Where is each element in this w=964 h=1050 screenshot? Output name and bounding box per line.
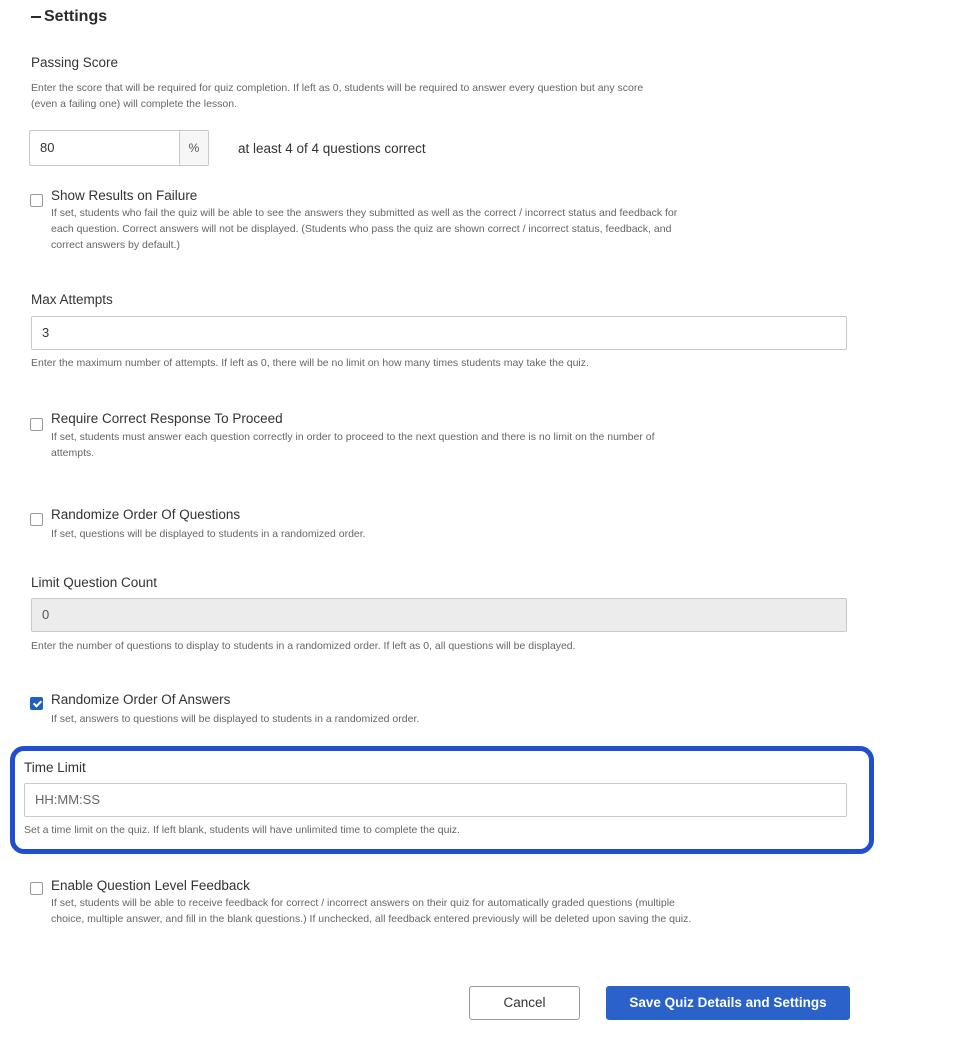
randomize-answers-checkbox[interactable] xyxy=(30,697,43,710)
passing-score-help-line: Enter the score that will be required for quiz completion. If left as 0, students will be required to answer every question but any score xyxy=(31,82,644,94)
passing-score-input-group xyxy=(29,130,209,166)
passing-score-summary: at least 4 of 4 questions correct xyxy=(238,141,426,156)
randomize-answers-help: If set, answers to questions will be displayed to students in a randomized order. xyxy=(51,713,420,725)
require-correct-help-line: attempts. xyxy=(51,447,95,459)
show-results-help xyxy=(51,205,851,253)
require-correct-help xyxy=(51,429,851,461)
limit-question-count-input[interactable]: 0 xyxy=(31,598,847,632)
passing-score-input[interactable]: 80 xyxy=(29,130,179,166)
randomize-answers-label: Randomize Order Of Answers xyxy=(51,692,231,707)
time-limit-input[interactable]: HH:MM:SS xyxy=(24,783,847,817)
time-limit-help: Set a time limit on the quiz. If left blank, students will have unlimited time to complete the quiz. xyxy=(24,824,460,836)
randomize-questions-label: Randomize Order Of Questions xyxy=(51,507,241,522)
minus-icon xyxy=(31,16,41,18)
max-attempts-input[interactable]: 3 xyxy=(31,316,847,350)
cancel-button[interactable]: Cancel xyxy=(469,986,580,1020)
question-feedback-label: Enable Question Level Feedback xyxy=(51,878,250,893)
randomize-questions-help: If set, questions will be displayed to students in a randomized order. xyxy=(51,528,366,540)
settings-section-toggle[interactable] xyxy=(31,8,107,26)
question-feedback-help-line: choice, multiple answer, and fill in the blank questions.) If unchecked, all feedback entered previously will be deleted upon saving the quiz. xyxy=(51,913,692,925)
section-title: Settings xyxy=(44,8,108,25)
passing-score-help-line: (even a failing one) will complete the lesson. xyxy=(31,98,238,110)
max-attempts-help: Enter the maximum number of attempts. If left as 0, there will be no limit on how many times students may take the quiz. xyxy=(31,357,589,369)
randomize-questions-checkbox[interactable] xyxy=(30,513,43,526)
question-feedback-help xyxy=(51,895,881,927)
max-attempts-label: Max Attempts xyxy=(31,292,113,307)
question-feedback-help-line: If set, students will be able to receive feedback for correct / incorrect answers on their quiz for automatically graded questions (multiple xyxy=(51,897,675,909)
time-limit-label: Time Limit xyxy=(24,760,86,775)
limit-question-count-label: Limit Question Count xyxy=(31,575,158,590)
show-results-help-line: each question. Correct answers will not be displayed. (Students who pass the quiz are shown correct / incorrect status, feedback, and xyxy=(51,223,672,235)
question-feedback-checkbox[interactable] xyxy=(30,882,43,895)
show-results-help-line: If set, students who fail the quiz will be able to see the answers they submitted as well as the correct / incorrect status and feedback for xyxy=(51,207,678,219)
passing-score-label: Passing Score xyxy=(31,55,119,70)
save-quiz-button[interactable]: Save Quiz Details and Settings xyxy=(606,986,850,1020)
require-correct-help-line: If set, students must answer each question correctly in order to proceed to the next question and there is no limit on the number of xyxy=(51,431,655,443)
show-results-label: Show Results on Failure xyxy=(51,188,198,203)
require-correct-label: Require Correct Response To Proceed xyxy=(51,411,283,426)
percent-addon: % xyxy=(179,130,209,166)
show-results-help-line: correct answers by default.) xyxy=(51,239,180,251)
show-results-checkbox[interactable] xyxy=(30,194,43,207)
require-correct-checkbox[interactable] xyxy=(30,418,43,431)
limit-question-count-help: Enter the number of questions to display to students in a randomized order. If left as 0, all questions will be displayed. xyxy=(31,640,576,652)
passing-score-help xyxy=(31,80,861,112)
